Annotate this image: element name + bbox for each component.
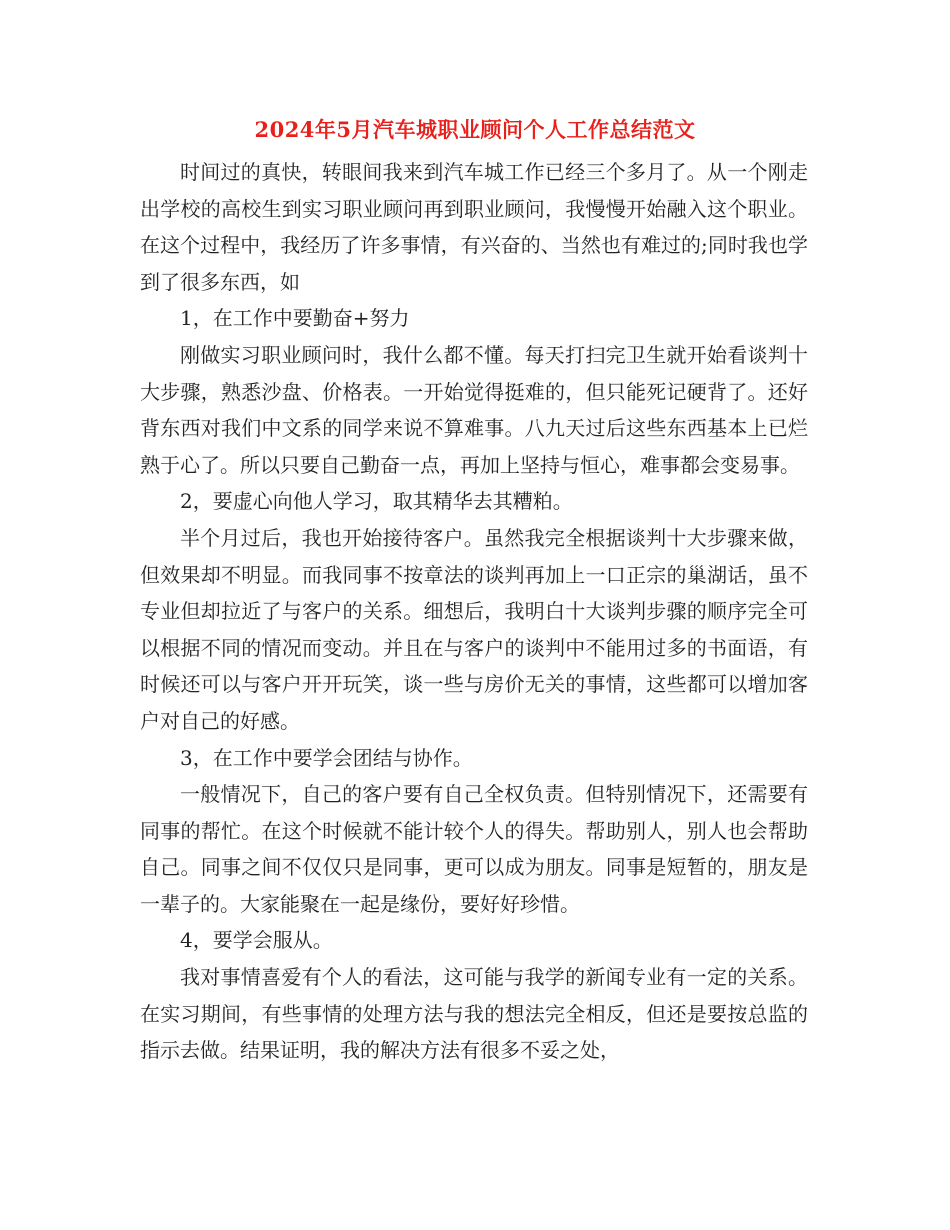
paragraph-section-3: 一般情况下，自己的客户要有自己全权负责。但特别情况下，还需要有同事的帮忙。在这个时候就不能计较个人的得失。帮助别人，别人也会帮助自己。同事之间不仅仅只是同事，更可以成为朋友。同事是短暂的，朋友是一辈子的。大家能聚在一起是缘份，要好好珍惜。 <box>140 782 808 916</box>
document-title: 2024年5月汽车城职业顾问个人工作总结范文 <box>254 117 696 142</box>
section-heading-4: 4，要学会服从。 <box>180 928 333 953</box>
paragraph-section-4: 我对事情喜爱有个人的看法，这可能与我学的新闻专业有一定的关系。在实习期间，有些事情的处理方法与我的想法完全相反，但还是要按总监的指示去做。结果证明，我的解决方法有很多不妥之处， <box>140 965 808 1063</box>
section-heading-3: 3，在工作中要学会团结与协作。 <box>180 745 473 770</box>
section-heading-1: 1，在工作中要勤奋+努力 <box>180 306 410 331</box>
paragraph-intro: 时间过的真快，转眼间我来到汽车城工作已经三个多月了。从一个刚走出学校的高校生到实习职业顾问再到职业顾问，我慢慢开始融入这个职业。在这个过程中，我经历了许多事情，有兴奋的、当然也有难过的;同时我也学到了很多东西，如 <box>140 160 808 294</box>
document-body <box>140 154 808 1069</box>
paragraph-section-1: 刚做实习职业顾问时，我什么都不懂。每天打扫完卫生就开始看谈判十大步骤，熟悉沙盘、价格表。一开始觉得挺难的，但只能死记硬背了。还好背东西对我们中文系的同学来说不算难事。八九天过后这些东西基本上已烂熟于心了。所以只要自己勤奋一点，再加上坚持与恒心，难事都会变易事。 <box>140 342 808 477</box>
paragraph-section-2: 半个月过后，我也开始接待客户。虽然我完全根据谈判十大步骤来做，但效果却不明显。而我同事不按章法的谈判再加上一口正宗的巢湖话，虽不专业但却拉近了与客户的关系。细想后，我明白十大谈判步骤的顺序完全可以根据不同的情况而变动。并且在与客户的谈判中不能用过多的书面语，有时候还可以与客户开开玩笑，谈一些与房价无关的事情，这些都可以增加客户对自己的好感。 <box>140 525 808 733</box>
section-heading-2: 2，要虚心向他人学习，取其精华去其糟粕。 <box>180 489 573 514</box>
